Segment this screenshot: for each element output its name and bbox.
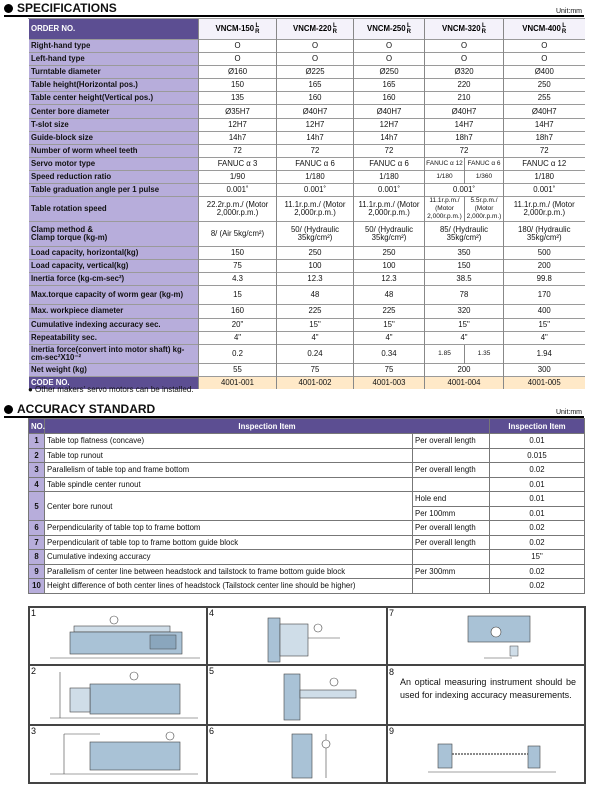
spec-value: 11.1r.p.m./ (Motor 2,000r.p.m.) [425, 197, 465, 222]
spec-value: 72 [199, 144, 277, 157]
table-runout-figure [30, 666, 207, 725]
spec-row-label: Guide-block size [29, 131, 199, 144]
figure-number: 8 [389, 667, 395, 677]
spec-value: Ø320 [425, 66, 504, 79]
perpendicularity-figure [208, 726, 387, 783]
acc-cond: Per overall length [413, 535, 490, 550]
spec-value: 18h7 [504, 131, 585, 144]
spec-row [29, 79, 585, 92]
accuracy-title: ACCURACY STANDARD [17, 402, 156, 416]
acc-item: Perpendicularit of table top to frame bottom guide block [45, 535, 413, 550]
spec-value: 99.8 [504, 273, 585, 286]
acc-cond [413, 477, 490, 492]
spec-value: O [199, 40, 277, 53]
order-no-header: ORDER NO. [29, 19, 199, 40]
spec-value: 72 [425, 144, 504, 157]
acc-item: Cumulative indexing accuracy [45, 550, 413, 565]
spec-row [29, 105, 585, 118]
acc-no: 1 [29, 434, 45, 449]
bullet-icon [4, 405, 13, 414]
model-header [425, 19, 504, 40]
acc-cond [413, 448, 490, 463]
spec-value: 8/ (Air 5kg/cm²) [199, 222, 277, 247]
spec-value: 0.001˚ [277, 184, 354, 197]
figure-number: 6 [209, 726, 215, 736]
figure-4 [207, 607, 387, 665]
spec-row [29, 144, 585, 157]
spec-value: 1/180 [354, 170, 425, 183]
model-header [504, 19, 585, 40]
spec-value: O [354, 40, 425, 53]
spec-value: 85/ (Hydraulic 35kg/cm²) [425, 222, 504, 247]
acc-row [29, 535, 585, 550]
spec-value: 15" [504, 318, 585, 331]
spec-value: 75 [199, 260, 277, 273]
spec-row [29, 318, 585, 331]
spec-value: 4.3 [199, 273, 277, 286]
spec-value: 75 [354, 363, 425, 376]
spec-value: FANUC α 3 [199, 157, 277, 170]
spec-row-label: CODE NO. [29, 376, 199, 389]
handedness-label: L R [406, 23, 411, 35]
spec-row-label: Load capacity, horizontal(kg) [29, 247, 199, 260]
acc-row [29, 492, 585, 507]
acc-row [29, 550, 585, 565]
spec-value: 11.1r.p.m./ (Motor 2,000r.p.m.) [277, 197, 354, 222]
figure-1 [29, 607, 207, 665]
acc-no: 6 [29, 521, 45, 536]
spec-value: 0.001˚ [354, 184, 425, 197]
spec-value: Ø225 [277, 66, 354, 79]
acc-tol-header: Inspection Item [490, 419, 585, 434]
spec-value: 1.94 [504, 344, 585, 363]
model-header [199, 19, 277, 40]
model-header [277, 19, 354, 40]
specifications-heading [4, 1, 117, 15]
spec-value: 12.3 [354, 273, 425, 286]
acc-item: Perpendicularity of table top to frame bottom [45, 521, 413, 536]
spec-row [29, 66, 585, 79]
spec-value: 200 [425, 363, 504, 376]
spec-row [29, 363, 585, 376]
handedness-label: L R [255, 23, 260, 35]
spec-value: 75 [277, 363, 354, 376]
figure-number: 7 [389, 608, 395, 618]
bullet-icon [4, 4, 13, 13]
spec-value: O [425, 53, 504, 66]
acc-no-header: NO. [29, 419, 45, 434]
spec-row-label: Inertia force (kg-cm-sec²) [29, 273, 199, 286]
spec-value: 4001-001 [199, 376, 277, 389]
acc-row [29, 564, 585, 579]
acc-item: Parallelism of table top and frame bottom [45, 463, 413, 478]
spec-value: 78 [425, 286, 504, 305]
spec-value: 12.3 [277, 273, 354, 286]
spec-value: 0.2 [199, 344, 277, 363]
spec-row-label: Max.torque capacity of worm gear (kg-m) [29, 286, 199, 305]
spec-value: 165 [277, 79, 354, 92]
acc-row [29, 579, 585, 594]
spec-row [29, 53, 585, 66]
acc-item-header: Inspection Item [45, 419, 490, 434]
spec-value: 50/ (Hydraulic 35kg/cm²) [354, 222, 425, 247]
spec-value: 1/180 [504, 170, 585, 183]
spec-value: 250 [354, 247, 425, 260]
spindle-runout-figure [208, 608, 387, 665]
spec-value: O [425, 40, 504, 53]
spec-value: 18h7 [425, 131, 504, 144]
table-flatness-figure [30, 608, 207, 665]
spec-value: 350 [425, 247, 504, 260]
spec-row [29, 286, 585, 305]
spec-row-label: Number of worm wheel teeth [29, 144, 199, 157]
spec-row-label: Clamp method & Clamp torque (kg-m) [29, 222, 199, 247]
spec-value: Ø40H7 [277, 105, 354, 118]
spec-value: 4" [425, 331, 504, 344]
spec-value: 170 [504, 286, 585, 305]
spec-value: 48 [277, 286, 354, 305]
figure-number: 1 [31, 608, 37, 618]
acc-no: 9 [29, 564, 45, 579]
figure-number: 9 [389, 726, 395, 736]
spec-row [29, 157, 585, 170]
acc-row [29, 434, 585, 449]
acc-value: 0.01 [490, 492, 585, 507]
servo-note: ● Other makers' servo motors can be installed. [28, 385, 194, 394]
acc-row [29, 463, 585, 478]
model-name: VNCM-150 [215, 24, 255, 34]
spec-row-label: Repeatability sec. [29, 331, 199, 344]
spec-value: 500 [504, 247, 585, 260]
spec-divider [4, 15, 584, 17]
acc-item: Table top flatness (concave) [45, 434, 413, 449]
spec-value: 11.1r.p.m./ (Motor 2,000r.p.m.) [354, 197, 425, 222]
spec-value: 225 [277, 305, 354, 318]
spec-row [29, 344, 585, 363]
perpendicularity-guide-figure [388, 608, 585, 665]
spec-value: 1.85 [425, 344, 465, 363]
acc-cond [413, 579, 490, 594]
spec-value: FANUC α 6 [354, 157, 425, 170]
acc-no: 7 [29, 535, 45, 550]
acc-cond: Hole end [413, 492, 490, 507]
spec-value: 72 [504, 144, 585, 157]
spec-value: 4" [354, 331, 425, 344]
acc-no: 4 [29, 477, 45, 492]
spec-unit-label: Unit:mm [555, 8, 582, 15]
spec-row-label: Table graduation angle per 1 pulse [29, 184, 199, 197]
acc-cond: Per overall length [413, 463, 490, 478]
spec-value: 320 [425, 305, 504, 318]
spec-value: 14h7 [354, 131, 425, 144]
acc-row [29, 477, 585, 492]
spec-row-label: Table height(Horizontal pos.) [29, 79, 199, 92]
spec-value: 0.24 [277, 344, 354, 363]
accuracy-table [28, 418, 585, 594]
spec-row-label: Cumulative indexing accuracy sec. [29, 318, 199, 331]
spec-row-label: Right-hand type [29, 40, 199, 53]
spec-value: 48 [354, 286, 425, 305]
spec-value: 14h7 [277, 131, 354, 144]
spec-row [29, 184, 585, 197]
spec-row-label: Max. workpiece diameter [29, 305, 199, 318]
spec-row [29, 273, 585, 286]
spec-value: FANUC α 6 [465, 157, 504, 170]
figure-grid [28, 606, 586, 784]
spec-value: 11.1r.p.m./ (Motor 2,000r.p.m.) [504, 197, 585, 222]
spec-row-label: Table rotation speed [29, 197, 199, 222]
spec-value: 4" [199, 331, 277, 344]
acc-value: 0.02 [490, 579, 585, 594]
accuracy-heading [4, 402, 155, 416]
figure-9 [387, 725, 585, 783]
spec-row [29, 331, 585, 344]
acc-cond: Per 300mm [413, 564, 490, 579]
figure-number: 3 [31, 726, 37, 736]
model-name: VNCM-220 [293, 24, 332, 34]
specifications-title: SPECIFICATIONS [17, 1, 117, 15]
spec-row-label: Servo motor type [29, 157, 199, 170]
spec-value: 250 [504, 79, 585, 92]
figure-number: 2 [31, 666, 37, 676]
spec-value: 220 [425, 79, 504, 92]
spec-value: FANUC α 12 [504, 157, 585, 170]
parallelism-figure [30, 726, 207, 783]
specifications-table [28, 18, 585, 389]
spec-value: 160 [277, 92, 354, 105]
spec-row-label: Inertia force(convert into motor shaft) kg-cm-sec²X10⁻² [29, 344, 199, 363]
spec-value: 1/360 [465, 170, 504, 183]
handedness-label: L R [332, 23, 337, 35]
spec-row [29, 131, 585, 144]
spec-value: 160 [354, 92, 425, 105]
spec-value: 14H7 [504, 118, 585, 131]
acc-no: 8 [29, 550, 45, 565]
acc-cond: Per overall length [413, 434, 490, 449]
acc-value: 0.01 [490, 506, 585, 521]
spec-value: 160 [199, 305, 277, 318]
acc-value: 0.02 [490, 564, 585, 579]
spec-value: 14h7 [199, 131, 277, 144]
acc-row [29, 448, 585, 463]
acc-item: Parallelism of center line between headstock and tailstock to frame bottom guide block [45, 564, 413, 579]
spec-value: 180/ (Hydraulic 35kg/cm²) [504, 222, 585, 247]
spec-row [29, 260, 585, 273]
figure-5 [207, 665, 387, 725]
figure-6 [207, 725, 387, 783]
spec-value: 150 [199, 247, 277, 260]
spec-value: Ø35H7 [199, 105, 277, 118]
spec-value: Ø40H7 [425, 105, 504, 118]
spec-value: 225 [354, 305, 425, 318]
spec-row [29, 170, 585, 183]
spec-value: 210 [425, 92, 504, 105]
spec-value: 72 [354, 144, 425, 157]
spec-value: 0.001˚ [425, 184, 504, 197]
spec-value: 0.001˚ [199, 184, 277, 197]
spec-value: 4001-004 [425, 376, 504, 389]
spec-value: 4001-002 [277, 376, 354, 389]
spec-row-label: Center bore diameter [29, 105, 199, 118]
spec-value: 165 [354, 79, 425, 92]
spec-value: 1/180 [277, 170, 354, 183]
acc-row [29, 521, 585, 536]
model-header [354, 19, 425, 40]
spec-value: 12H7 [277, 118, 354, 131]
spec-value: 250 [277, 247, 354, 260]
spec-row-label: Net weight (kg) [29, 363, 199, 376]
spec-value: Ø250 [354, 66, 425, 79]
acc-value: 0.015 [490, 448, 585, 463]
spec-row [29, 305, 585, 318]
spec-row [29, 40, 585, 53]
spec-row-label: Turntable diameter [29, 66, 199, 79]
model-name: VNCM-320 [442, 24, 481, 34]
spec-value: FANUC α 6 [277, 157, 354, 170]
center-line-figure [388, 726, 585, 783]
acc-item: Height difference of both center lines of headstock (Tailstock center line should be higher) [45, 579, 413, 594]
handedness-label: L R [561, 23, 567, 35]
spec-row [29, 197, 585, 222]
spec-value: 4" [504, 331, 585, 344]
figure-2 [29, 665, 207, 725]
spec-value: 15 [199, 286, 277, 305]
acc-no: 5 [29, 492, 45, 521]
spec-value: 38.5 [425, 273, 504, 286]
spec-value: 4001-003 [354, 376, 425, 389]
acc-item: Center bore runout [45, 492, 413, 521]
spec-value: O [354, 53, 425, 66]
spec-value: 12H7 [354, 118, 425, 131]
spec-value: 1/90 [199, 170, 277, 183]
spec-value: Ø160 [199, 66, 277, 79]
spec-value: 5.5r.p.m./ (Motor 2,000r.p.m.) [465, 197, 504, 222]
spec-value: 1.35 [465, 344, 504, 363]
spec-value: O [504, 40, 585, 53]
center-bore-figure [208, 666, 387, 725]
spec-row [29, 222, 585, 247]
spec-value: 55 [199, 363, 277, 376]
figure-3 [29, 725, 207, 783]
acc-no: 3 [29, 463, 45, 478]
acc-no: 2 [29, 448, 45, 463]
spec-row-label: Speed reduction ratio [29, 170, 199, 183]
spec-value: 50/ (Hydraulic 35kg/cm²) [277, 222, 354, 247]
spec-value: Ø40H7 [354, 105, 425, 118]
spec-value: 400 [504, 305, 585, 318]
acc-item: Table spindle center runout [45, 477, 413, 492]
spec-value: 12H7 [199, 118, 277, 131]
spec-row [29, 247, 585, 260]
spec-value: O [199, 53, 277, 66]
acc-value: 0.02 [490, 463, 585, 478]
acc-cond: Per overall length [413, 521, 490, 536]
spec-value: 100 [277, 260, 354, 273]
spec-row-label: Left-hand type [29, 53, 199, 66]
spec-value: 135 [199, 92, 277, 105]
spec-value: 150 [199, 79, 277, 92]
spec-value: 15" [425, 318, 504, 331]
spec-value: 150 [425, 260, 504, 273]
spec-value: 22.2r.p.m./ (Motor 2,000r.p.m.) [199, 197, 277, 222]
figure-8-note: An optical measuring instrument should be used for indexing accuracy measurements. [400, 677, 576, 700]
acc-cond [413, 550, 490, 565]
figure-7 [387, 607, 585, 665]
figure-number: 5 [209, 666, 215, 676]
figure-number: 4 [209, 608, 215, 618]
acc-value: 0.02 [490, 535, 585, 550]
spec-row [29, 118, 585, 131]
handedness-label: L R [481, 23, 486, 35]
model-name: VNCM-250 [367, 24, 406, 34]
spec-value: 20" [199, 318, 277, 331]
spec-value: 0.001˚ [504, 184, 585, 197]
figure-8 [387, 665, 585, 725]
spec-value: 255 [504, 92, 585, 105]
spec-value: Ø400 [504, 66, 585, 79]
accuracy-unit-label: Unit:mm [555, 409, 582, 416]
spec-value: Ø40H7 [504, 105, 585, 118]
spec-value: O [277, 53, 354, 66]
spec-value: 72 [277, 144, 354, 157]
spec-value: 1/180 [425, 170, 465, 183]
acc-value: 0.02 [490, 521, 585, 536]
spec-value: 200 [504, 260, 585, 273]
spec-value: 300 [504, 363, 585, 376]
spec-row-label: Load capacity, vertical(kg) [29, 260, 199, 273]
spec-value: 0.34 [354, 344, 425, 363]
spec-value: O [277, 40, 354, 53]
spec-value: 14H7 [425, 118, 504, 131]
spec-value: 15" [277, 318, 354, 331]
spec-row-label: Table center height(Vertical pos.) [29, 92, 199, 105]
spec-value: 4" [277, 331, 354, 344]
spec-value: 15" [354, 318, 425, 331]
acc-item: Table top runout [45, 448, 413, 463]
acc-no: 10 [29, 579, 45, 594]
spec-value: O [504, 53, 585, 66]
acc-value: 0.01 [490, 434, 585, 449]
acc-value: 15" [490, 550, 585, 565]
spec-row [29, 92, 585, 105]
model-name: VNCM-400 [522, 24, 561, 34]
spec-value: FANUC α 12 [425, 157, 465, 170]
spec-value: 100 [354, 260, 425, 273]
acc-value: 0.01 [490, 477, 585, 492]
acc-cond: Per 100mm [413, 506, 490, 521]
spec-row-label: T-slot size [29, 118, 199, 131]
spec-value: 4001-005 [504, 376, 585, 389]
